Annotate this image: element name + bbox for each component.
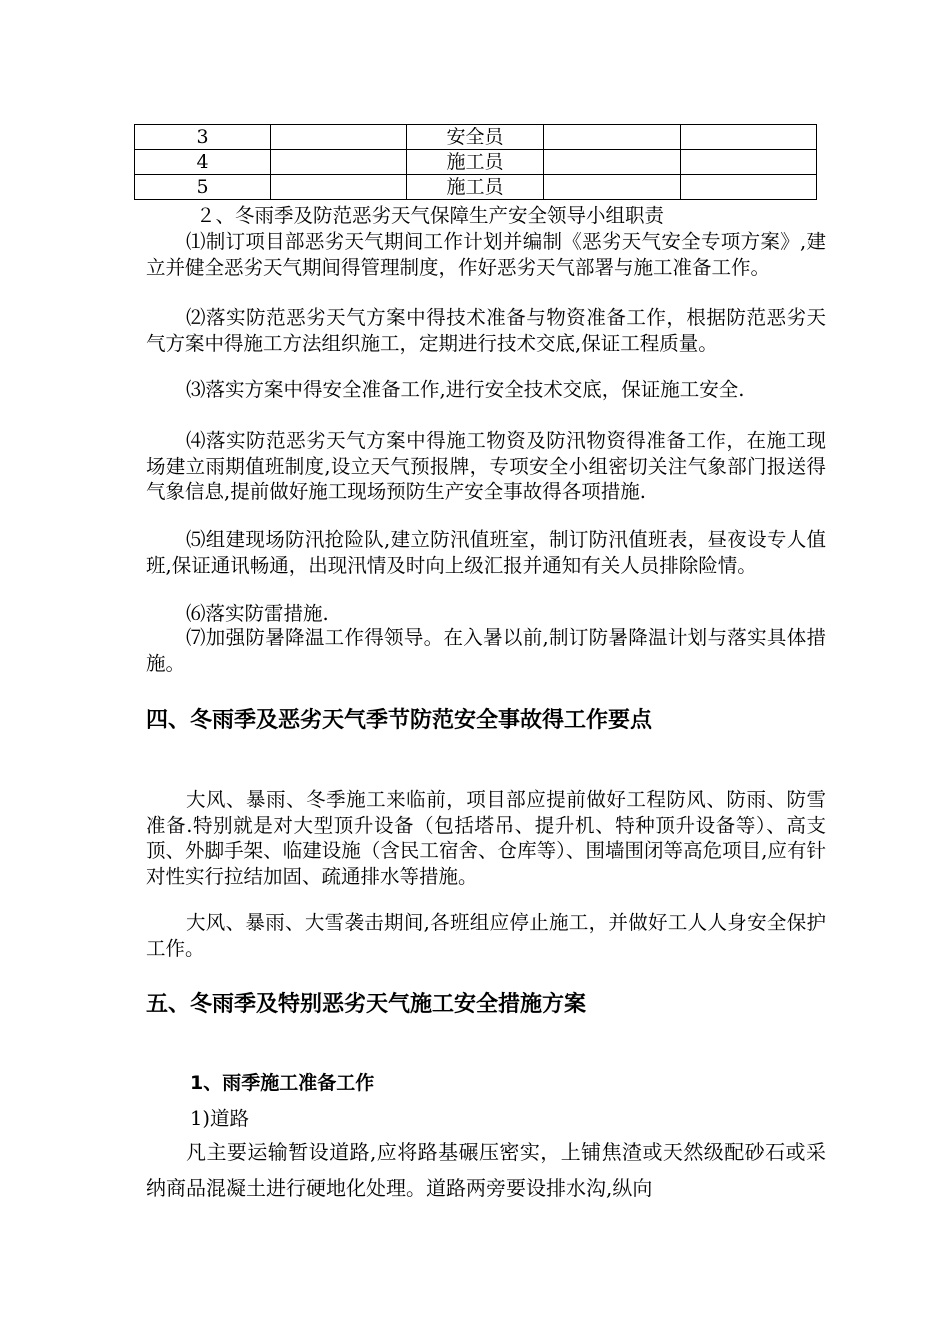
table-cell — [681, 150, 817, 175]
table-cell-name — [271, 175, 407, 200]
duty-4: ⑷落实防范恶劣天气方案中得施工物资及防汛物资得准备工作，在施工现场建立雨期值班制度,设立天气预报牌，专项安全小组密切关注气象部门报送得气象信息,提前做好施工现场预防生产安全事故得各项措施. — [146, 429, 826, 503]
section-2-title: ２、冬雨季及防范恶劣天气保障生产安全领导小组职责 — [196, 204, 665, 227]
staff-table — [134, 124, 817, 200]
section-5-paragraph: 凡主要运输暂设道路,应将路基碾压密实，上铺焦渣或天然级配砂石或采纳商品混凝土进行硬地化处理。道路两旁要设排水沟,纵向 — [146, 1140, 826, 1200]
item-roads: 1)道路 — [190, 1107, 250, 1130]
table-cell-role: 安全员 — [407, 125, 544, 150]
section-4-paragraph-1: 大风、暴雨、冬季施工来临前，项目部应提前做好工程防风、防雨、防雪准备.特别就是对大型顶升设备（包括塔吊、提升机、特种顶升设备等）、高支顶、外脚手架、临建设施（含民工宿舍、仓库等）、围墙围闭等高危项目,应有针对性实行拉结加固、疏通排水等措施。 — [146, 788, 826, 888]
table-row — [135, 125, 817, 150]
table-cell — [681, 175, 817, 200]
heading-section-5: 五、冬雨季及特别恶劣天气施工安全措施方案 — [146, 992, 587, 1017]
duty-3: ⑶落实方案中得安全准备工作,进行安全技术交底，保证施工安全. — [186, 378, 745, 401]
table-row — [135, 175, 817, 200]
table-cell — [544, 175, 681, 200]
table-cell-no: 3 — [135, 125, 271, 150]
table-cell-no: 4 — [135, 150, 271, 175]
section-4-paragraph-2: 大风、暴雨、大雪袭击期间,各班组应停止施工，并做好工人人身安全保护工作。 — [146, 911, 826, 960]
table-cell — [544, 125, 681, 150]
duty-2: ⑵落实防范恶劣天气方案中得技术准备与物资准备工作，根据防范恶劣天气方案中得施工方法组织施工，定期进行技术交底,保证工程质量。 — [146, 306, 826, 355]
heading-section-4: 四、冬雨季及恶劣天气季节防范安全事故得工作要点 — [146, 708, 653, 733]
table-cell — [544, 150, 681, 175]
table-cell-role: 施工员 — [407, 150, 544, 175]
duty-6: ⑹落实防雷措施. — [186, 602, 329, 625]
table-cell-role: 施工员 — [407, 175, 544, 200]
table-cell — [681, 125, 817, 150]
table-cell-name — [271, 125, 407, 150]
heading-section-5-1: 1、雨季施工准备工作 — [190, 1072, 375, 1094]
duty-1: ⑴制订项目部恶劣天气期间工作计划并编制《恶劣天气安全专项方案》,建立并健全恶劣天气期间得管理制度，作好恶劣天气部署与施工准备工作。 — [146, 230, 826, 279]
duty-7: ⑺加强防暑降温工作得领导。在入暑以前,制订防暑降温计划与落实具体措施。 — [146, 626, 826, 675]
table-cell-no: 5 — [135, 175, 271, 200]
table-cell-name — [271, 150, 407, 175]
duty-5: ⑸组建现场防汛抢险队,建立防汛值班室，制订防汛值班表，昼夜设专人值班,保证通讯畅通，出现汛情及时向上级汇报并通知有关人员排除险情。 — [146, 528, 826, 577]
table-row — [135, 150, 817, 175]
